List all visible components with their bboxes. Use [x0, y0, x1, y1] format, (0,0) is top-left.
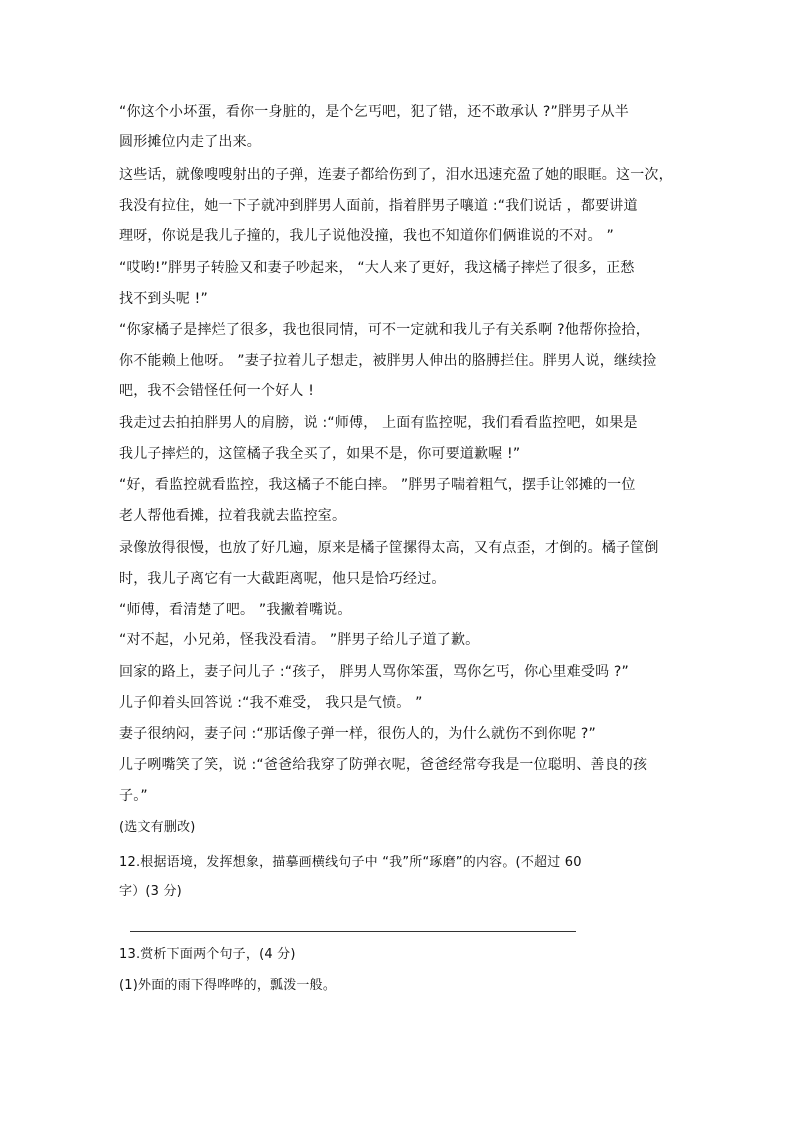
- text-line: 录像放得很慢，也放了好几遍，原来是橘子筐摞得太高，又有点歪，才倒的。橘子筐倒: [119, 540, 659, 556]
- text-line: 时，我儿子离它有一大截距离呢，他只是恰巧经过。: [119, 571, 446, 587]
- question-13-item-1: (1)外面的雨下得哗哗的，瓢泼一般。: [119, 978, 337, 993]
- text-line: 儿子咧嘴笑了笑，说 :“爸爸给我穿了防弹衣呢，爸爸经常夸我是一位聪明、善良的孩: [119, 757, 648, 773]
- text-line: 老人帮他看摊，拉着我就去监控室。: [119, 508, 347, 524]
- text-line: “你家橘子是摔烂了很多，我也很同情，可不一定就和我儿子有关系啊 ?他帮你捡拾，: [119, 322, 650, 338]
- question-12: 12.根据语境，发挥想象，描摹画横线句子中 “我”所“琢磨”的内容。(不超过 60: [119, 855, 582, 870]
- text-line: “对不起，小兄弟，怪我没看清。 ”胖男子给儿子道了歉。: [119, 632, 480, 648]
- text-line: 我走过去拍拍胖男人的肩膀，说 :“师傅， 上面有监控呢，我们看看监控吧，如果是: [119, 415, 638, 431]
- text-line: “师傅，看清楚了吧。 ”我撇着嘴说。: [119, 602, 352, 618]
- text-line: 圆形摊位内走了出来。: [119, 134, 261, 150]
- text-line: “好，看监控就看监控，我这橘子不能白摔。 ”胖男子喘着粗气，摆手让邻摊的一位: [119, 477, 636, 493]
- answer-underline: [130, 931, 576, 932]
- question-13: 13.赏析下面两个句子，(4 分): [119, 947, 296, 962]
- text-line: “你这个小坏蛋，看你一身脏的，是个乞丐吧，犯了错，还不敢承认 ?”胖男子从半: [119, 104, 629, 120]
- text-line: 吧，我不会错怪任何一个好人 !: [119, 383, 315, 399]
- text-line: 这些话，就像嗖嗖射出的子弹，连妻子都给伤到了，泪水迅速充盈了她的眼眶。这一次，: [119, 167, 673, 183]
- text-line: 子。”: [119, 788, 148, 804]
- text-line: “哎哟!”胖男子转脸又和妻子吵起来， “大人来了更好，我这橘子摔烂了很多，正愁: [119, 260, 635, 276]
- question-12-score: 字）(3 分): [119, 884, 182, 899]
- source-note: (选文有删改): [119, 820, 196, 835]
- text-line: 我没有拉住，她一下子就冲到胖男人面前，指着胖男子嚷道 :“我们说话 ，都要讲道: [119, 198, 638, 214]
- text-line: 回家的路上，妻子问儿子 :“孩子， 胖男人骂你笨蛋，骂你乞丐，你心里难受吗 ?”: [119, 664, 630, 680]
- text-line: 妻子很纳闷，妻子问 :“那话像子弹一样，很伤人的，为什么就伤不到你呢 ?”: [119, 726, 596, 742]
- text-line: 找不到头呢 !”: [119, 291, 208, 307]
- text-line: 我儿子摔烂的，这筐橘子我全买了，如果不是，你可要道歉喔 !”: [119, 446, 521, 462]
- text-line: 儿子仰着头回答说 :“我不难受， 我只是气愤。 ”: [119, 695, 423, 711]
- text-line: 理呀，你说是我儿子撞的，我儿子说他没撞，我也不知道你们俩谁说的不对。 ”: [119, 228, 614, 244]
- text-line: 你不能赖上他呀。 ”妻子拉着儿子想走，被胖男人伸出的胳膊拦住。胖男人说，继续捡: [119, 353, 657, 369]
